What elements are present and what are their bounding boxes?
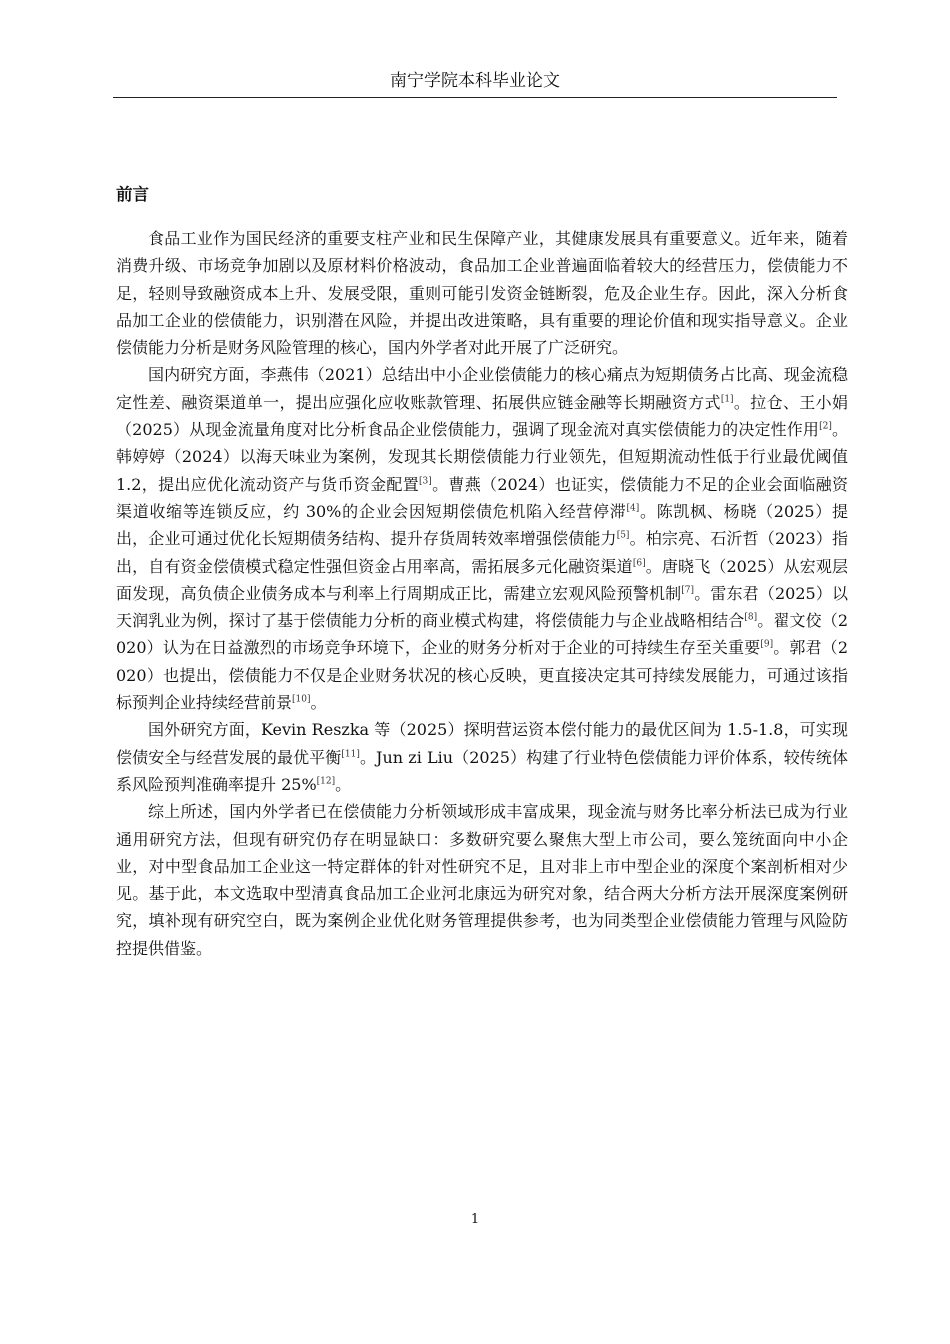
citation-marker: [2] — [819, 421, 832, 432]
text-run: 。柏宗亮、石沂哲（2023）指出，自有资金偿债模式稳定性强但资金占用率高，需拓展多元化融资渠道 — [116, 529, 848, 576]
citation-marker: [5] — [616, 530, 630, 541]
text-run: 。曹燕（2024）也证实，偿债能力不足的企业会面临融资渠道收缩等连锁反应，约 30%的企业会因短期偿债危机陷入经营停滞 — [116, 474, 848, 521]
text-run: 。韩婷婷（2024）以海天味业为案例，发现其长期偿债能力行业领先，但短期流动性低于行业最优阈值 1.2，提出应优化流动资产与货币资金配置 — [116, 420, 848, 494]
text-run: 。翟文佼（2020）认为在日益激烈的市场竞争环境下，企业的财务分析对于企业的可持续生存至关重要 — [116, 611, 848, 658]
text-run: 。拉仓、王小娟（2025）从现金流量角度对比分析食品企业偿债能力，强调了现金流对真实偿债能力的决定性作用 — [116, 392, 848, 440]
text-run: 。雷东君（2025）以天润乳业为例，探讨了基于偿债能力分析的商业模式构建，将偿债能力与企业战略相结合 — [116, 583, 848, 631]
citation-marker: [3] — [419, 476, 432, 487]
citation-marker: [6] — [632, 558, 646, 569]
section-title: 前言 — [116, 185, 149, 204]
paragraph — [116, 716, 848, 798]
citation-marker: [12] — [316, 776, 336, 787]
body-text — [116, 225, 848, 962]
page-number: 1 — [470, 1212, 480, 1227]
paragraph — [116, 225, 848, 361]
text-run: 国外研究方面，Kevin Reszka 等（2025）探明营运资本偿付能力的最优区间为 1.5-1.8，可实现偿债安全与经营发展的最优平衡 — [116, 720, 848, 767]
text-run: 。唐晓飞（2025）从宏观层面发现，高负债企业债务成本与利率上行周期成正比，需建立宏观风险预警机制 — [116, 556, 848, 603]
citation-marker: [8] — [744, 612, 758, 623]
text-run: 食品工业作为国民经济的重要支柱产业和民生保障产业，其健康发展具有重要意义。近年来，随着消费升级、市场竞争加剧以及原材料价格波动，食品加工企业普遍面临着较大的经营压力，偿债能力不足，轻则导致融资成本上升、发展受限，重则可能引发资金链断裂，危及企业生存。因此，深入分析食品加工企业的偿债能力，识别潜在风险，并提出改进策略，具有重要的理论价值和现实指导意义。企业偿债能力分析是财务风险管理的核心，国内外学者对此开展了广泛研究。 — [116, 229, 848, 358]
citation-marker: [7] — [681, 585, 695, 596]
paragraph — [116, 361, 848, 716]
text-run: 。Jun zi Liu（2025）构建了行业特色偿债能力评价体系，较传统体系风险预判准确率提升 25% — [116, 747, 848, 794]
citation-marker: [4] — [626, 503, 640, 514]
text-run: 国内研究方面，李燕伟（2021）总结出中小企业偿债能力的核心痛点为短期债务占比高、现金流稳定性差、融资渠道单一，提出应强化应收账款管理、拓展供应链金融等长期融资方式 — [116, 365, 848, 412]
citation-marker: [10] — [292, 694, 311, 705]
citation-marker: [11] — [341, 749, 360, 760]
text-run: 综上所述，国内外学者已在偿债能力分析领域形成丰富成果，现金流与财务比率分析法已成为行业通用研究方法，但现有研究仍存在明显缺口：多数研究要么聚焦大型上市公司，要么笼统面向中小企业，对中型食品加工企业这一特定群体的针对性研究不足，且对非上市中型企业的深度个案剖析相对少见。基于此，本文选取中型清真食品加工企业河北康远为研究对象，结合两大分析方法开展深度案例研究，填补现有研究空白，既为案例企业优化财务管理提供参考，也为同类型企业偿债能力管理与风险防控提供借鉴。 — [116, 802, 848, 958]
text-run: 。 — [335, 774, 352, 794]
running-header: 南宁学院本科毕业论文 — [113, 66, 837, 98]
text-run: 。 — [310, 693, 327, 713]
citation-marker: [1] — [720, 394, 734, 405]
citation-marker: [9] — [760, 640, 774, 651]
text-run: 。郭君（2020）也提出，偿债能力不仅是企业财务状况的核心反映，更直接决定其可持续发展能力，可通过该指标预判企业持续经营前景 — [116, 638, 848, 713]
text-run: 。陈凯枫、杨晓（2025）提出，企业可通过优化长短期债务结构、提升存货周转效率增强偿债能力 — [116, 501, 848, 549]
paragraph — [116, 798, 848, 962]
